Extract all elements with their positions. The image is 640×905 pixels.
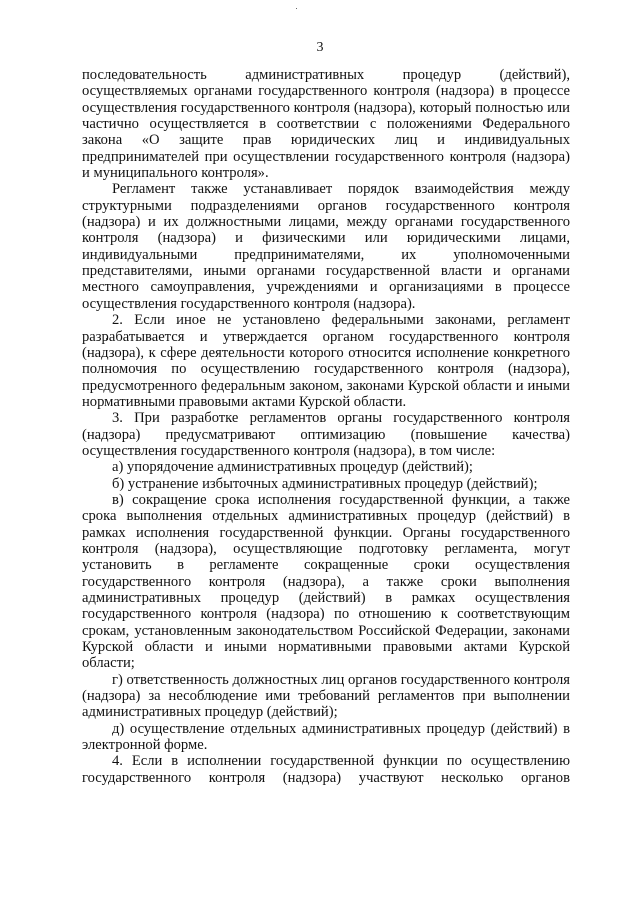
paragraph-item-3d: д) осуществление отдельных административных процедур (действий) в электронной форме. — [82, 720, 570, 754]
paragraph-regulation-interaction: Регламент также устанавливает порядок взаимодействия между структурными подразделениями органов государственного контроля (надзора) и их должностными лицами, между органами государственного контроля (надзора) и физическими или юридическими лицами, индивидуальными предпринимателями, их уполномоченными представителями, иными органами государственной власти и органами местного самоуправления, учреждениями и организациями в процессе осуществления государственного контроля (надзора). — [82, 181, 570, 312]
document-body — [82, 67, 570, 786]
page-number: 3 — [316, 40, 324, 55]
paragraph-continuation: последовательность административных процедур (действий), осуществляемых органами государственного контроля (надзора) в процессе осуществления государственного контроля (надзора), который полностью или частично осуществляется в соответствии с положениями Федерального закона «О защите прав юридических лиц и индивидуальных предпринимателей при осуществлении государственного контроля (надзора) и муниципального контроля». — [82, 67, 570, 182]
paragraph-item-3v: в) сокращение срока исполнения государственной функции, а также срока выполнения отдельных административных процедур (действий) в рамках исполнения государственной функции. Органы государственного контроля (надзора), осуществляющие подготовку регламента, могут установить в регламенте сокращенные сроки осуществления государственного контроля (надзора), а также сроки выполнения административных процедур (действий) в рамках осуществления государственного контроля (надзора) по отношению к соответствующим срокам, установленным законодательством Российской Федерации, законами Курской области и иными нормативными правовыми актами Курской области; — [82, 491, 570, 672]
paragraph-item-3g: г) ответственность должностных лиц органов государственного контроля (надзора) за несоблюдение ими требований регламентов при выполнении административных процедур (действий); — [82, 671, 570, 721]
paragraph-item-3b: б) устранение избыточных административных процедур (действий); — [112, 475, 538, 492]
paragraph-item-3a: а) упорядочение административных процедур (действий); — [112, 459, 473, 476]
paragraph-item-4: 4. Если в исполнении государственной функции по осуществлению государственного контроля (надзора) участвуют несколько органов — [82, 753, 570, 786]
paragraph-item-3: 3. При разработке регламентов органы государственного контроля (надзора) предусматривают оптимизацию (повышение качества) осуществления государственного контроля (надзора), в том числе: — [82, 410, 570, 459]
paragraph-item-2: 2. Если иное не установлено федеральными законами, регламент разрабатывается и утверждается органом государственного контроля (надзора), к сфере деятельности которого относится исполнение конкретного полномочия по осуществлению государственного контроля (надзора), предусмотренного федеральным законом, законами Курской области и иными нормативными правовыми актами Курской области. — [82, 312, 570, 410]
scan-speck — [296, 8, 297, 9]
